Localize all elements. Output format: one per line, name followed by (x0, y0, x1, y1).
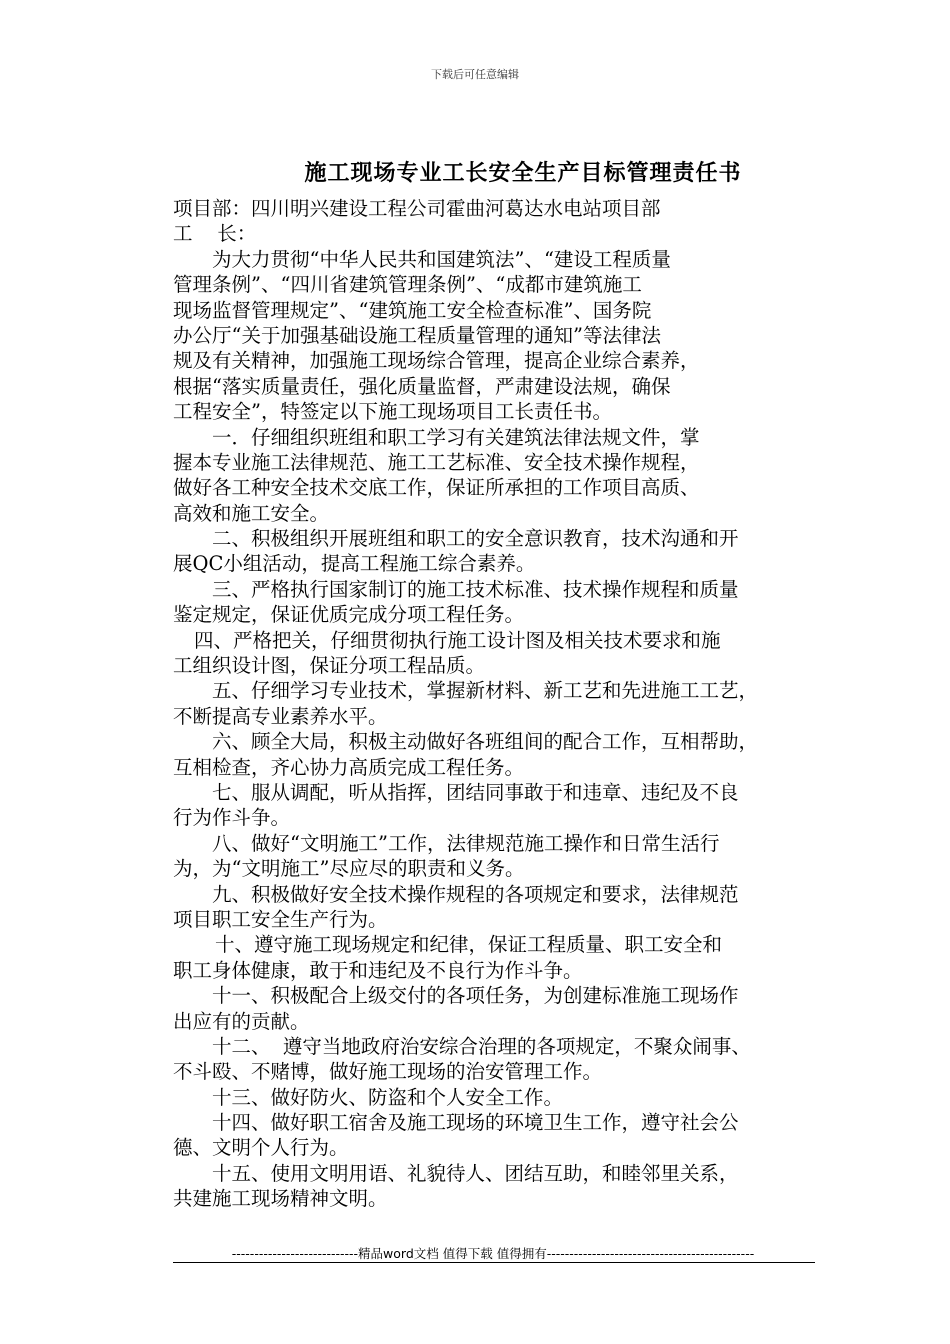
body-line: 共建施工现场精神文明。 (173, 1187, 388, 1211)
body-line: 根据“落实质量责任，强化质量监督，严肃建设法规，确保 (173, 374, 671, 398)
body-line: 展QC小组活动，提高工程施工综合素养。 (173, 552, 536, 576)
body-line: 七、服从调配，听从指挥，团结同事敢于和违章、违纪及不良 (212, 780, 739, 804)
body-line: 出应有的贡献。 (173, 1009, 310, 1033)
project-line: 项目部：四川明兴建设工程公司霍曲河葛达水电站项目部 (173, 197, 661, 220)
body-line: 五、仔细学习专业技术，掌握新材料、新工艺和先进施工工艺， (212, 679, 759, 703)
body-line: 鉴定规定，保证优质完成分项工程任务。 (173, 603, 525, 627)
body-line: 十四、做好职工宿舍及施工现场的环境卫生工作，遵守社会公 (212, 1111, 739, 1135)
body-line: 六、顾全大局，积极主动做好各班组间的配合工作，互相帮助， (212, 730, 759, 754)
body-line: 现场监督管理规定”、“建筑施工安全检查标准”、国务院 (173, 298, 652, 322)
body-line: 行为作斗争。 (173, 806, 291, 830)
body-line: 高效和施工安全。 (173, 501, 330, 525)
body-line: 工程安全”，特签定以下施工现场项目工长责任书。 (173, 400, 612, 424)
body-line: 项目职工安全生产行为。 (173, 907, 388, 931)
body-line: 不断提高专业素养水平。 (173, 704, 388, 728)
body-line: 握本专业施工法律规范、施工工艺标准、安全技术操作规程， (173, 450, 700, 474)
body-line: 九、积极做好安全技术操作规程的各项规定和要求，法律规范 (212, 882, 739, 906)
body-line: 职工身体健康，敢于和违纪及不良行为作斗争。 (173, 958, 583, 982)
document-title: 施工现场专业工长安全生产目标管理责任书 (304, 161, 742, 186)
body-line: 三、严格执行国家制订的施工技术标准、技术操作规程和质量 (212, 577, 739, 601)
body-line: 十三、做好防火、防盗和个人安全工作。 (212, 1085, 564, 1109)
body-line: 为大力贯彻“中华人民共和国建筑法”、“建设工程质量 (212, 247, 671, 271)
body-paragraphs (173, 247, 833, 1212)
body-line: 管理条例”、“四川省建筑管理条例”、“成都市建筑施工 (173, 273, 642, 297)
body-line: 德、文明个人行为。 (173, 1136, 349, 1160)
body-line: 十一、积极配合上级交付的各项任务，为创建标准施工现场作 (212, 984, 739, 1008)
body-line: 十五、使用文明用语、礼貌待人、团结互助，和睦邻里关系， (212, 1161, 739, 1185)
document-body (173, 196, 833, 1212)
footer-rule (173, 1262, 815, 1263)
body-line: 做好各工种安全技术交底工作，保证所承担的工作项目高质、 (173, 476, 700, 500)
body-line: 四、严格把关，仔细贯彻执行施工设计图及相关技术要求和施 (194, 628, 721, 652)
body-line: 规及有关精神，加强施工现场综合管理，提高企业综合素养， (173, 349, 700, 373)
body-line: 二、积极组织开展班组和职工的安全意识教育，技术沟通和开 (212, 527, 739, 551)
body-line: 工组织设计图，保证分项工程品质。 (173, 654, 486, 678)
body-line: 办公厅“关于加强基础设施工程质量管理的通知”等法律法 (173, 323, 661, 347)
header-note: 下载后可任意编辑 (431, 68, 519, 81)
body-line: 为，为“文明施工”尽应尽的职责和义务。 (173, 857, 525, 881)
body-line: 十、遵守施工现场规定和纪律，保证工程质量、职工安全和 (215, 933, 723, 957)
foreman-line: 工 长： (173, 222, 257, 246)
body-line: 不斗殴、不赌博，做好施工现场的治安管理工作。 (173, 1060, 603, 1084)
body-line: 一．仔细组织班组和职工学习有关建筑法律法规文件，掌 (212, 425, 700, 449)
footer-text: ----------------------------精品word文档 值得下载 值得拥有---------------------------------------------- (231, 1246, 755, 1261)
body-line: 互相检查，齐心协力高质完成工程任务。 (173, 755, 525, 779)
body-line: 十二、 遵守当地政府治安综合治理的各项规定，不聚众闹事、 (212, 1034, 751, 1058)
body-line: 八、做好“文明施工”工作，法律规范施工操作和日常生活行 (212, 831, 720, 855)
